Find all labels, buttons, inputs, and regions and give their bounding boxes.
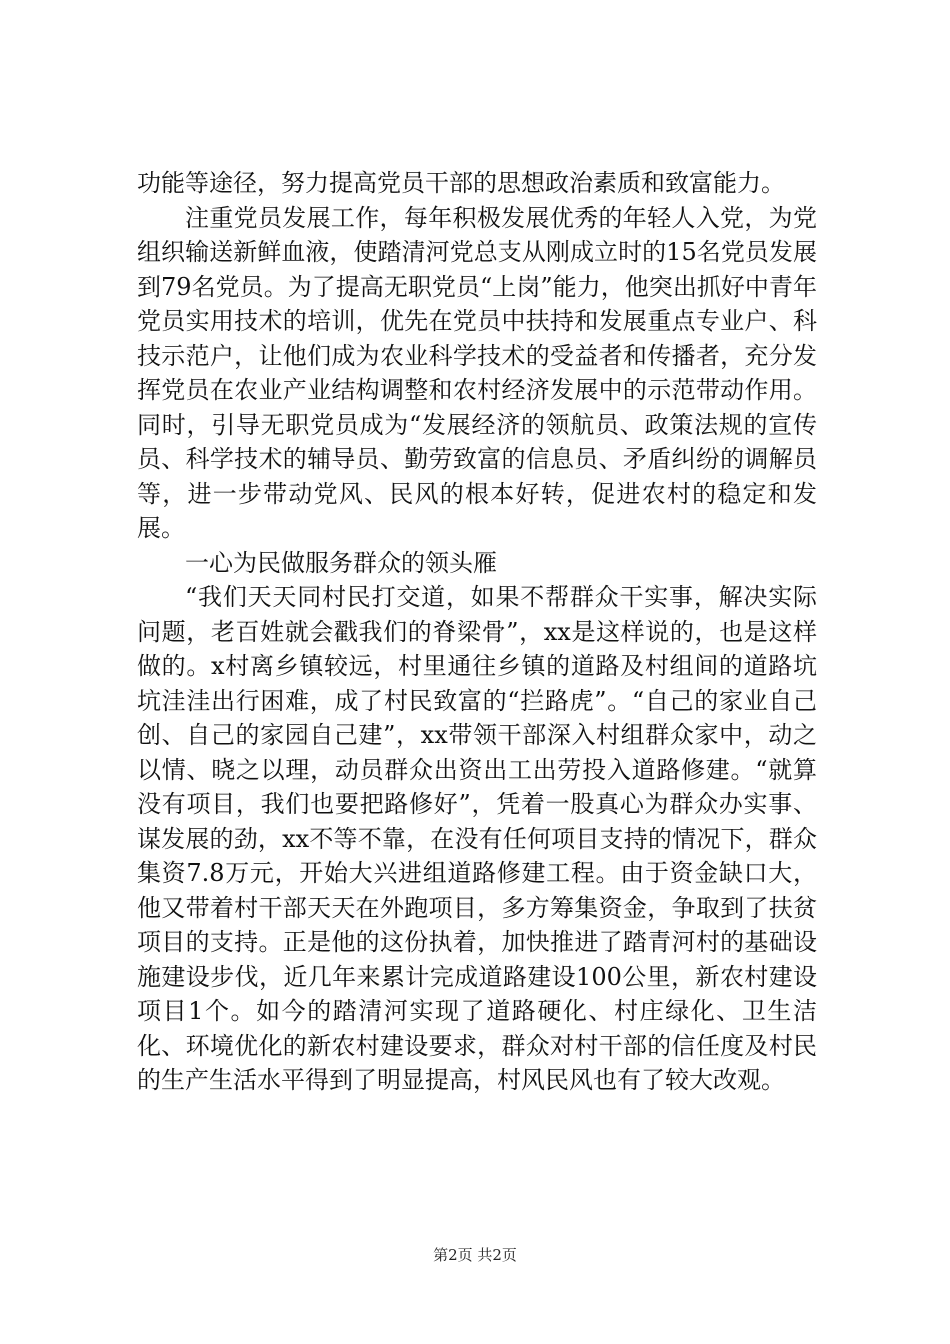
section-heading: 一心为民做服务群众的领头雁 [185, 548, 497, 577]
paragraph-road-building: “我们天天同村民打交道，如果不帮群众干实事，解决实际问题，老百姓就会戳我们的脊梁骨”，xx是这样说的，也是这样做的。x村离乡镇较远，村里通往乡镇的道路及村组间的道路坑坑洼洼出行困难，成了村民致富的“拦路虎”。“自己的家业自己创、自己的家园自己建”，xx带领干部深入村组群众家中，动之以情、晓之以理，动员群众出资出工出劳投入道路修建。“就算没有项目，我们也要把路修好”，凭着一股真心为群众办实事、谋发展的劲，xx不等不靠，在没有任何项目支持的情况下，群众集资7.8万元，开始大兴进组道路修建工程。由于资金缺口大，他又带着村干部天天在外跑项目，多方筹集资金，争取到了扶贫项目的支持。正是他的这份执着，加快推进了踏青河村的基础设施建设步伐，近几年来累计完成道路建设100公里，新农村建设项目1个。如今的踏清河实现了道路硬化、村庄绿化、卫生洁化、环境优化的新农村建设要求，群众对村干部的信任度及村民的生产生活水平得到了明显提高，村风民风也有了较大改观。 [137, 583, 817, 1094]
paragraph-continuation: 功能等途径，努力提高党员干部的思想政治素质和致富能力。 [137, 169, 785, 197]
paragraph-party-development: 注重党员发展工作，每年积极发展优秀的年轻人入党，为党组织输送新鲜血液，使踏清河党总支从刚成立时的15名党员发展到79名党员。为了提高无职党员“上岗”能力，他突出抓好中青年党员实用技术的培训，优先在党员中扶持和发展重点专业户、科技示范户，让他们成为农业科学技术的受益者和传播者，充分发挥党员在农业产业结构调整和农村经济发展中的示范带动作用。同时，引导无职党员成为“发展经济的领航员、政策法规的宣传员、科学技术的辅导员、勤劳致富的信息员、矛盾纠纷的调解员等，进一步带动党风、民风的根本好转，促进农村的稳定和发展。 [137, 203, 817, 542]
page-number-footer: 第2页 共2页 [433, 1246, 517, 1264]
document-body [137, 166, 817, 1098]
